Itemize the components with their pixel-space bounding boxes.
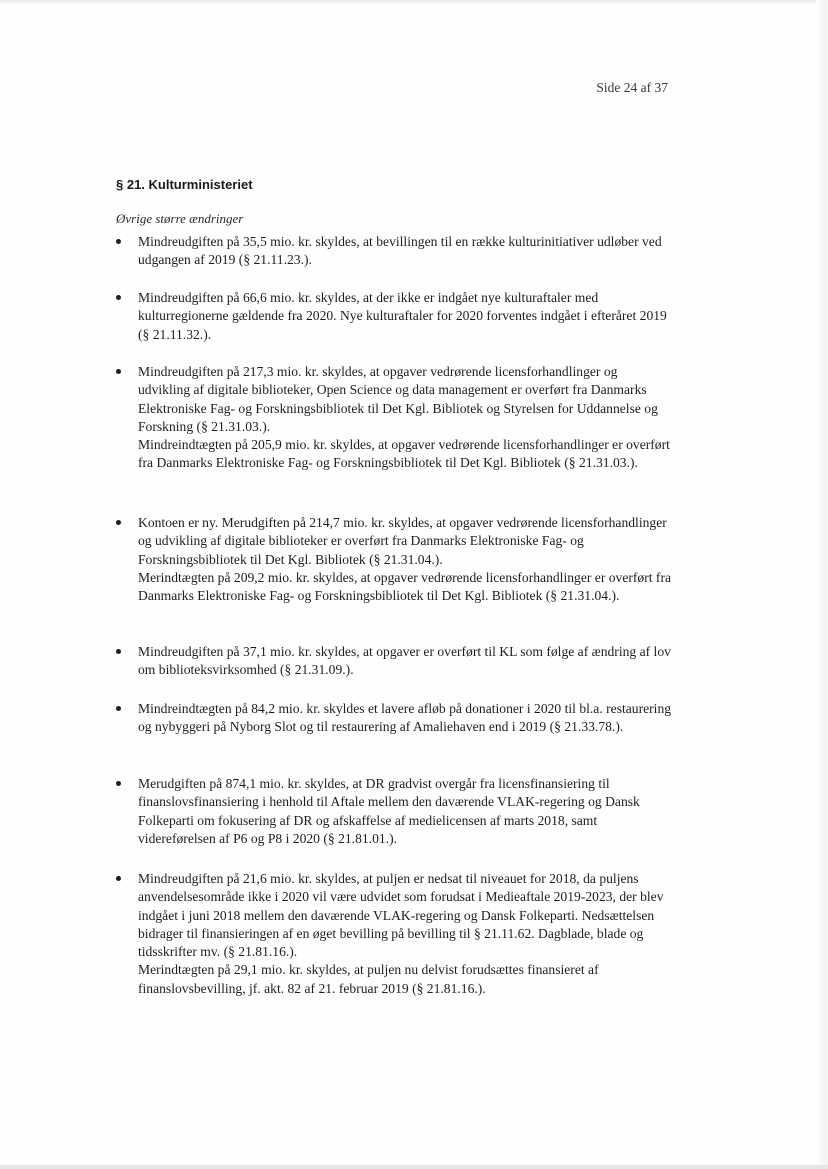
scan-edge-bottom [0,1165,828,1169]
bullet-icon [116,781,121,786]
item-paragraph: Mindreindtægten på 84,2 mio. kr. skyldes et lavere afløb på donationer i 2020 til bl.a. restaurering og nybyggeri på Nyborg Slot og til restaurering af Amaliehaven end i 2019 (§ 21.33.78.). [138,701,672,735]
list-item [116,363,672,473]
scan-edge-top [0,0,828,5]
section-heading: § 21. Kulturministeriet [116,177,253,192]
item-paragraph: Merindtægten på 29,1 mio. kr. skyldes, at puljen nu delvist forudsættes finansieret af finanslovsbevilling, jf. akt. 82 af 21. februar 2019 (§ 21.81.16.). [138,962,599,996]
list-item [116,514,672,605]
item-paragraph: Mindreudgiften på 66,6 mio. kr. skyldes, at der ikke er indgået nye kulturaftaler med kulturregionerne gældende fra 2020. Nye kulturaftaler for 2020 forventes indgået i efteråret 2019 (§ 21.11.32.). [138,290,667,342]
list-item [116,289,672,344]
bullet-icon [116,520,121,525]
bullet-icon [116,876,121,881]
section-subheading: Øvrige større ændringer [116,211,244,226]
page-number: Side 24 af 37 [596,80,668,95]
bullet-icon [116,295,121,300]
item-paragraph: Mindreudgiften på 21,6 mio. kr. skyldes, at puljen er nedsat til niveauet for 2018, da puljens anvendelsesområde ikke i 2020 vil være udvidet som forudsat i Medieaftale 2019-2023, der blev indgået i juni 2018 mellem den daværende VLAK-regering og Dansk Folkeparti. Nedsættelsen bidrager til finansieringen af en øget bevilling på bevilling til § 21.11.62. Dagblade, blade og tidsskrifter mv. (§ 21.81.16.). [138,871,664,960]
bullet-icon [116,369,121,374]
scan-edge-right [816,0,828,1169]
list-item [116,700,672,737]
item-paragraph: Kontoen er ny. Merudgiften på 214,7 mio. kr. skyldes, at opgaver vedrørende licensforhandlinger og udvikling af digitale biblioteker er overført fra Danmarks Elektroniske Fag- og Forskningsbibliotek til Det Kgl. Bibliotek (§ 21.31.04.). [138,515,667,567]
bullet-icon [116,239,121,244]
list-item [116,643,672,680]
item-paragraph: Mindreudgiften på 217,3 mio. kr. skyldes, at opgaver vedrørende licensforhandlinger og udvikling af digitale biblioteker, Open Science og data management er overført fra Danmarks Elektroniske Fag- og Forskningsbibliotek til Det Kgl. Bibliotek og Styrelsen for Uddannelse og Forskning (§ 21.31.03.). [138,364,658,434]
item-paragraph: Mindreudgiften på 35,5 mio. kr. skyldes, at bevillingen til en række kulturinitiativer udløber ved udgangen af 2019 (§ 21.11.23.). [138,234,662,268]
item-paragraph: Mindreindtægten på 205,9 mio. kr. skyldes, at opgaver vedrørende licensforhandlinger er overført fra Danmarks Elektroniske Fag- og Forskningsbibliotek til Det Kgl. Bibliotek (§ 21.31.03.). [138,437,670,471]
list-item [116,870,672,998]
list-item [116,233,672,270]
bullet-icon [116,706,121,711]
item-paragraph: Merindtægten på 209,2 mio. kr. skyldes, at opgaver vedrørende licensforhandlinger er overført fra Danmarks Elektroniske Fag- og Forskningsbibliotek til Det Kgl. Bibliotek (§ 21.31.04.). [138,569,672,604]
item-paragraph: Mindreudgiften på 37,1 mio. kr. skyldes, at opgaver er overført til KL som følge af ændring af lov om biblioteksvirksomhed (§ 21.31.09.). [138,644,671,678]
list-item [116,775,672,848]
bullet-icon [116,649,121,654]
item-paragraph: Merudgiften på 874,1 mio. kr. skyldes, at DR gradvist overgår fra licensfinansiering til finanslovsfinansiering i henhold til Aftale mellem den daværende VLAK-regering og Dansk Folkeparti om fokusering af DR og afskaffelse af medielicensen af marts 2018, samt videreførelsen af P6 og P8 i 2020 (§ 21.81.01.). [138,776,640,846]
